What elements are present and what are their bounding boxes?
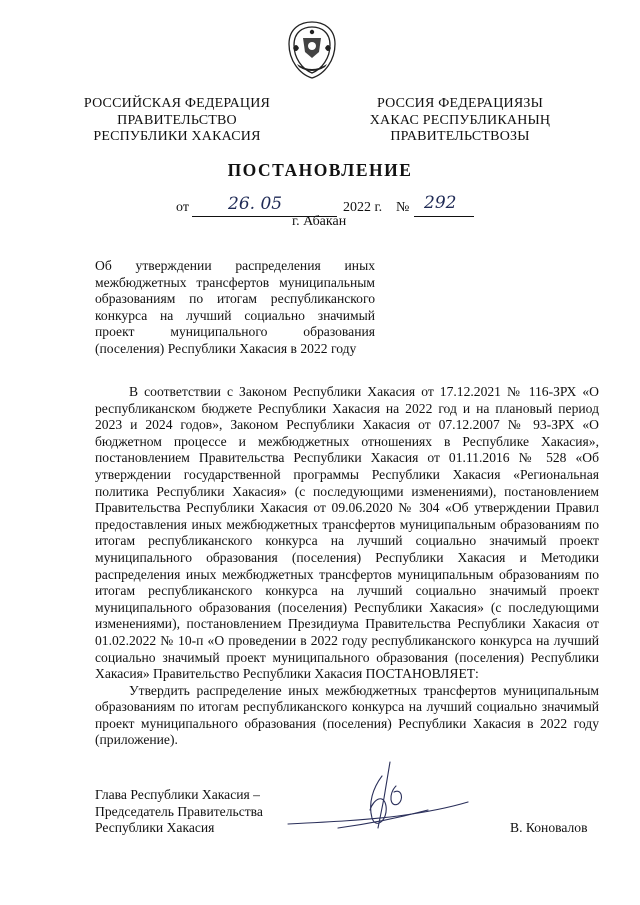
date-prefix: от (176, 200, 189, 215)
body-paragraph-decision: Утвердить распределение иных межбюджетных трансфертов муниципальным образованиям по итогам республиканского конкурса на лучший социально значимый проект муниципального образования (поселения) Республики Хакасия в 2022 году (приложение). (95, 682, 599, 748)
city-name: г. Абакан (292, 214, 347, 229)
header-right-line: РОССИЯ ФЕДЕРАЦИЯЗЫ (376, 96, 544, 111)
signatory-position-line: Председатель Правительства (95, 803, 263, 819)
subject-line: образованиям по итогам республиканского (95, 291, 375, 306)
subject-block (95, 258, 375, 357)
subject-line: конкурса на лучший социально значимый (95, 307, 375, 323)
header-right-block (360, 96, 560, 146)
handwritten-number: 292 (424, 193, 457, 213)
handwritten-date: 26. 05 (228, 194, 283, 214)
signatory-position-line: Республики Хакасия (95, 820, 215, 835)
document-title: ПОСТАНОВЛЕНИЕ (227, 160, 413, 180)
signatory-name: В. Коновалов (510, 820, 588, 835)
subject-line: Об утверждении распределения иных (95, 258, 375, 273)
subject-line: межбюджетных трансфертов муниципальным (95, 274, 375, 290)
header-left-line: ПРАВИТЕЛЬСТВО (117, 112, 237, 128)
date-year: 2022 г. (343, 200, 383, 215)
subject-line: проект муниципального образования (95, 324, 375, 339)
coat-of-arms-emblem (283, 18, 341, 82)
handwritten-signature (278, 758, 478, 838)
header-right-line: ХАКАС РЕСПУБЛИКАНЫҢ (369, 112, 551, 128)
signatory-position-line: Глава Республики Хакасия – (95, 787, 260, 802)
signatory-position (95, 787, 263, 837)
subject-line: (поселения) Республики Хакасия в 2022 году (95, 340, 357, 356)
body-paragraph-basis: В соответствии с Законом Республики Хакасия от 17.12.2021 № 116-ЗРХ «О республиканском бюджете Республики Хакасия на 2022 год и на плановый период 2023 и 2024 годов», Законом Республики Хакасия от 07.12.2007 № 93-ЗРХ «О бюджетном процессе и межбюджетных отношениях в Республике Хакасия», постановлением Правительства Республики Хакасия от 01.11.2016 № 528 «Об утверждении государственной программы Республики Хакасия «Региональная политика Республики Хакасия» (с последующими изменениями), постановлением Правительства Республики Хакасия от 09.06.2020 № 304 «Об утверждении Правил предоставления иных межбюджетных трансфертов муниципальным образованиям по итогам республиканского конкурса на лучший социально значимый проект муниципального образования (поселения) Республики Хакасия и Методики распределения иных межбюджетных трансфертов муниципальным образованиям по итогам республиканского конкурса на лучший социально значимый проект муниципального образования (поселения) Республики Хакасия» (с последующими изменениями), постановлением Президиума Правительства Республики Хакасия от 01.02.2022 № 10-п «О проведении в 2022 году республиканского конкурса на лучший социально значимый проект муниципального образования (поселения) Республики Хакасия» Правительство Республики Хакасия ПОСТАНОВЛЯЕТ: (95, 384, 599, 682)
header-left-line: РЕСПУБЛИКИ ХАКАСИЯ (93, 129, 261, 144)
body-text (95, 384, 599, 749)
number-underline (414, 216, 474, 217)
header-left-block (82, 96, 272, 146)
header-left-line: РОССИЙСКАЯ ФЕДЕРАЦИЯ (83, 96, 271, 111)
number-sign: № (396, 200, 410, 215)
header-right-line: ПРАВИТЕЛЬСТВОЗЫ (390, 129, 530, 144)
